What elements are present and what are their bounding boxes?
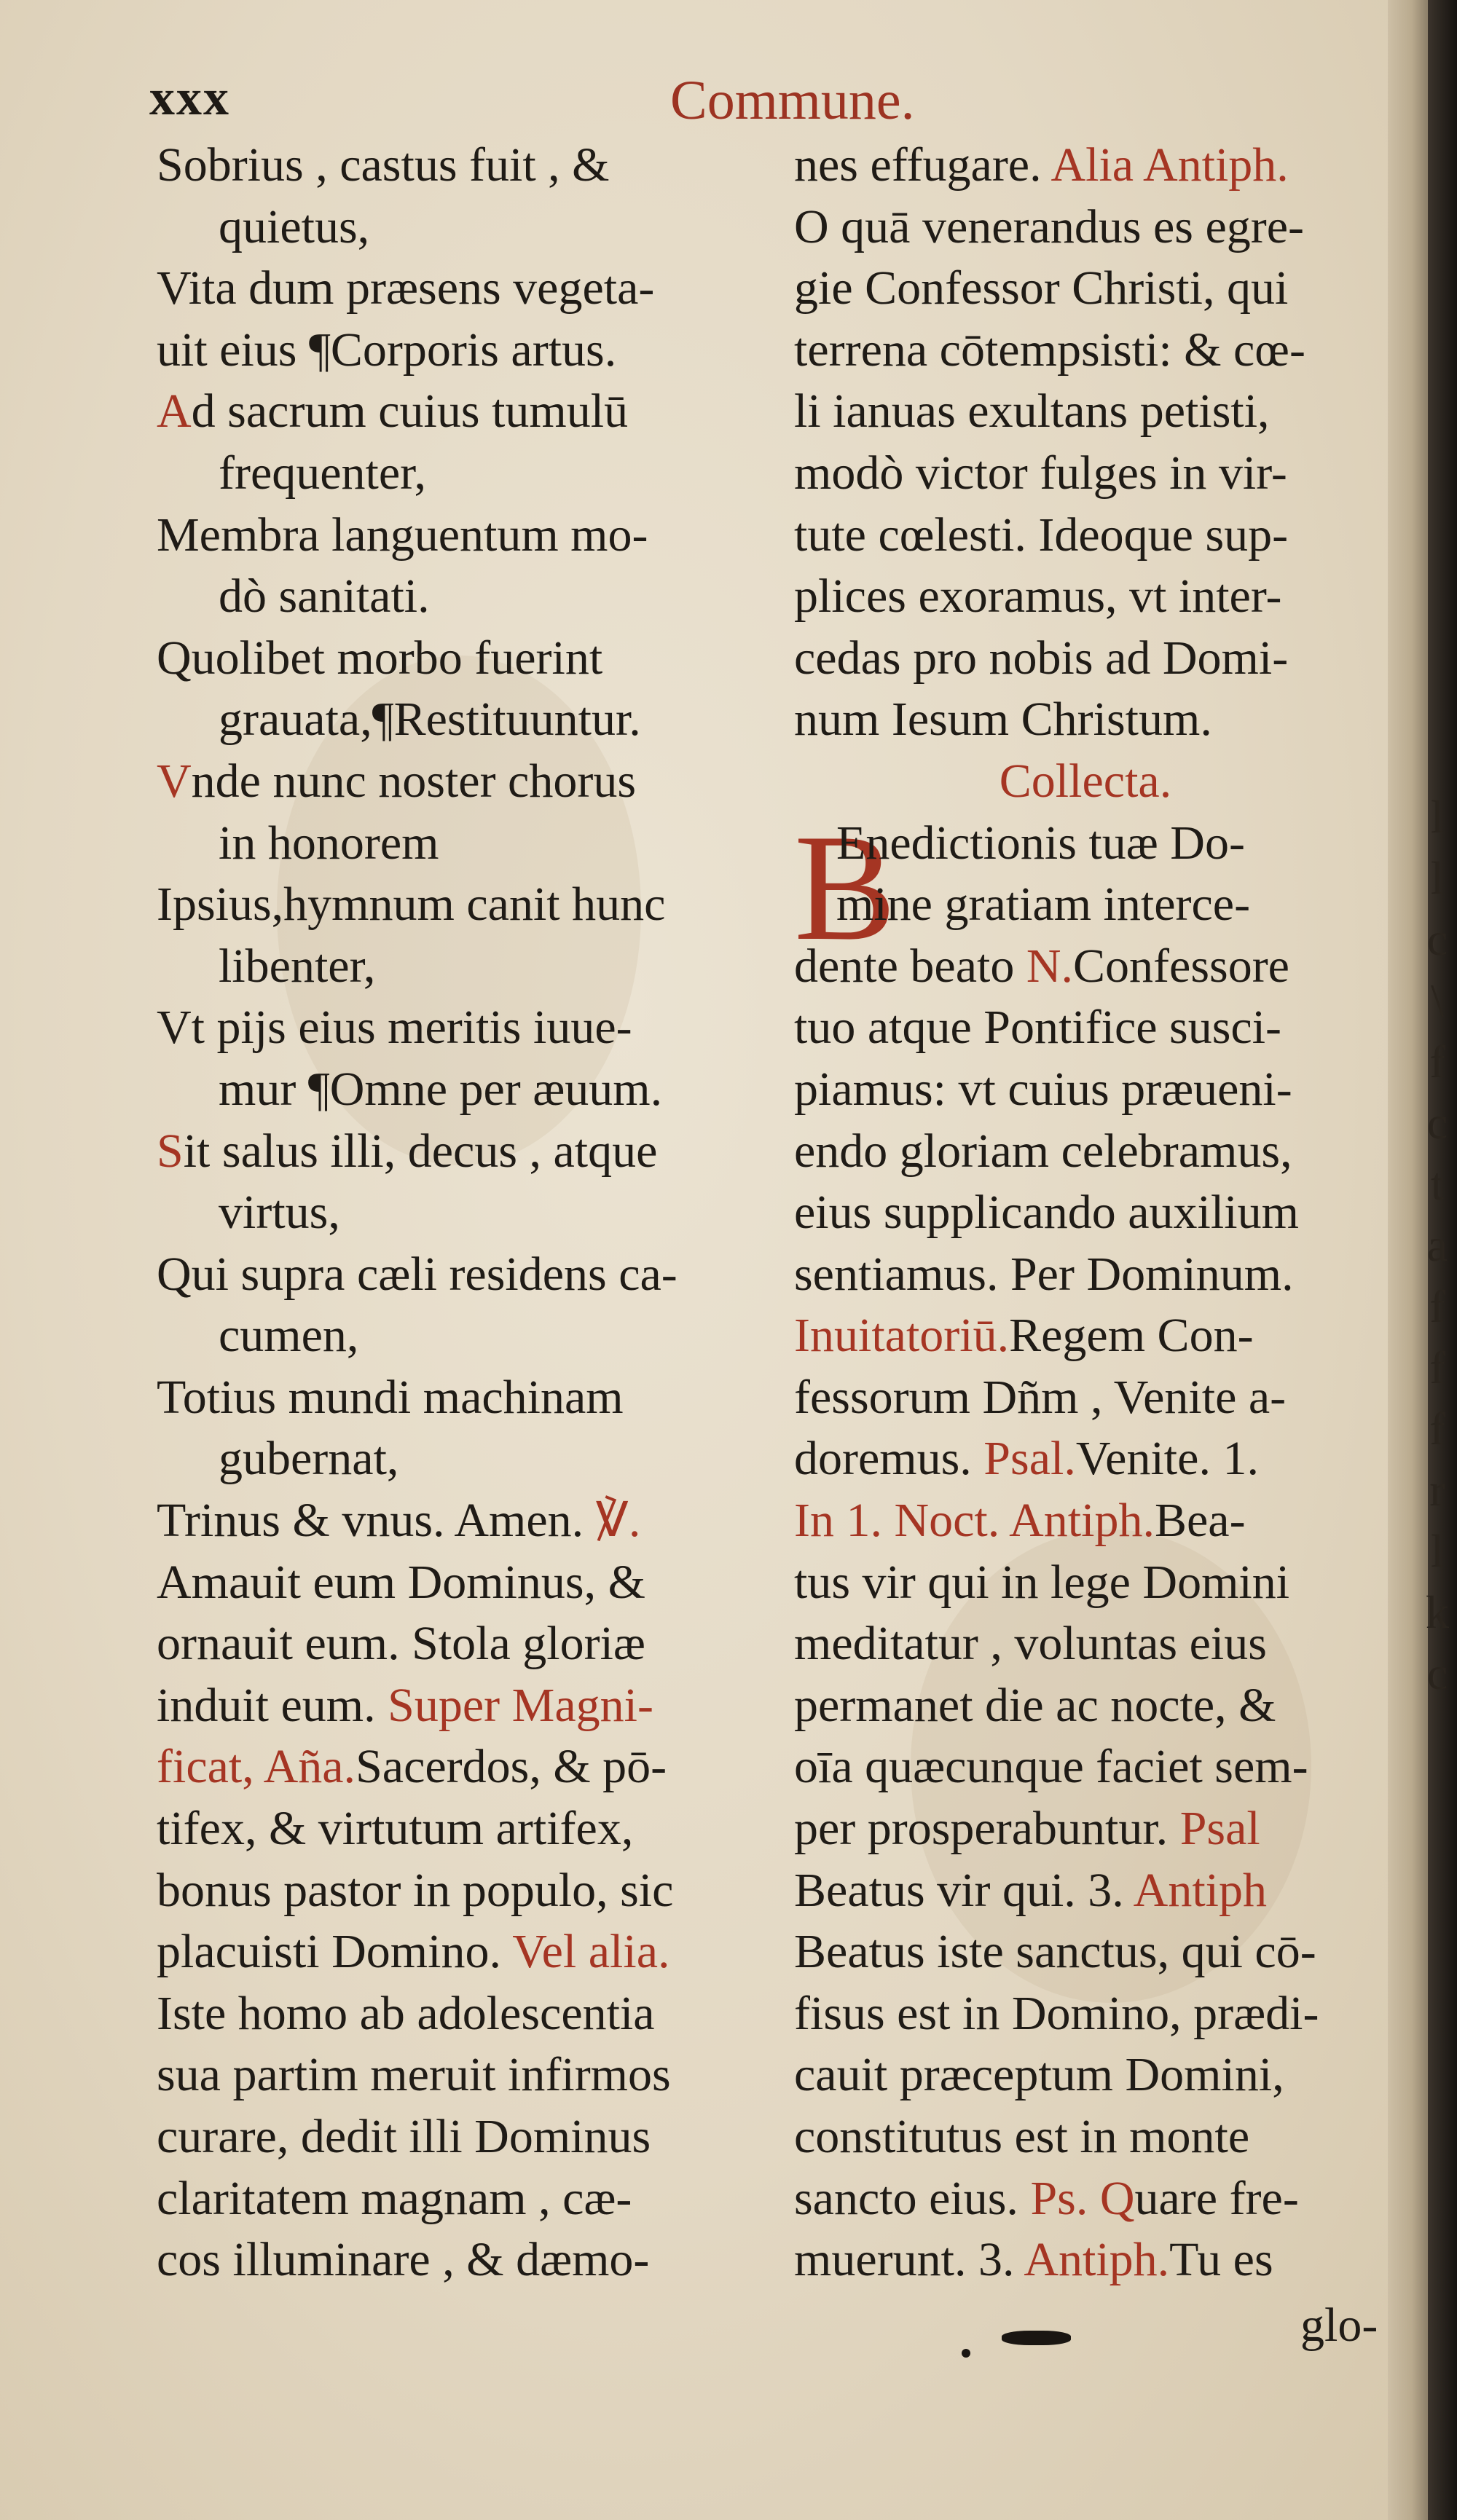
line-text: Regem Con- (1009, 1309, 1254, 1363)
text-line (157, 1428, 783, 1490)
rubric-text: Antiph. (1024, 2233, 1170, 2287)
line-text: grauata,¶Restituuntur. (219, 693, 641, 747)
line-text: per prosperabuntur. (794, 1802, 1180, 1856)
line-text: permanet die ac nocte, & (794, 1678, 1276, 1732)
edge-letter: c (1426, 913, 1448, 965)
line-text: uit eius ¶Corporis artus. (157, 323, 617, 377)
line-text: Confessore (1073, 939, 1289, 993)
line-text: placuisti Domino. (157, 1925, 513, 1979)
line-text: bonus pastor in populo, sic (157, 1863, 674, 1917)
left-text-column (157, 135, 783, 2291)
text-line (157, 1921, 783, 1983)
text-line (794, 135, 1377, 197)
line-text: doremus. (794, 1432, 984, 1486)
line-text: in honorem (219, 816, 439, 870)
line-text: Quolibet morbo fuerint (157, 631, 603, 685)
text-line (794, 2168, 1377, 2230)
edge-letter: l (1431, 852, 1444, 904)
text-line (794, 1798, 1377, 1860)
text-line (157, 197, 783, 259)
edge-letter: f (1429, 1342, 1445, 1393)
rubric-text: Antiph (1133, 1863, 1267, 1917)
text-line (157, 628, 783, 690)
text-line (157, 1182, 783, 1244)
rubric-text: Super Magni- (388, 1678, 653, 1732)
line-text: cedas pro nobis ad Domi- (794, 631, 1289, 685)
text-line (794, 443, 1377, 505)
text-line (794, 197, 1377, 259)
line-text: sancto eius. (794, 2171, 1031, 2225)
line-text: muerunt. 3. (794, 2233, 1024, 2287)
line-text: d sacrum cuius tumulū (191, 385, 629, 438)
text-line (794, 997, 1377, 1059)
line-text: num Iesum Christum. (794, 693, 1212, 747)
rubric-text: Vel alia. (512, 1925, 670, 1979)
line-text: curare, dedit illi Dominus (157, 2110, 651, 2163)
line-text: Bea- (1154, 1494, 1246, 1548)
text-line (794, 813, 1377, 875)
text-line (794, 1244, 1377, 1306)
line-text: eius supplicando auxilium (794, 1186, 1299, 1240)
edge-letter: l (1431, 1525, 1444, 1577)
text-line (794, 1736, 1377, 1798)
text-line (157, 1613, 783, 1675)
line-text: dò sanitati. (219, 570, 430, 623)
line-text: uare fre- (1134, 2171, 1299, 2225)
line-text: cauit præceptum Domini, (794, 2048, 1284, 2102)
edge-letter: l (1431, 791, 1444, 843)
page-header (0, 69, 1388, 135)
line-text: oīa quæcunque faciet sem- (794, 1740, 1308, 1794)
text-line (157, 1860, 783, 1922)
text-line (794, 936, 1377, 998)
rubric-text: ℣. (595, 1494, 641, 1548)
text-line (794, 1490, 1377, 1552)
text-line (794, 1121, 1377, 1183)
text-line (794, 1182, 1377, 1244)
rubric-text: Alia Antiph. (1050, 138, 1289, 192)
line-text: Beatus iste sanctus, qui cō- (794, 1925, 1316, 1979)
line-text: cos illuminare , & dæmo- (157, 2233, 650, 2287)
rubric-text: Psal (1179, 1802, 1260, 1856)
line-text: quietus, (219, 200, 370, 253)
text-line (794, 1921, 1377, 1983)
text-line (157, 2044, 783, 2106)
text-line (794, 1675, 1377, 1737)
text-line (794, 566, 1377, 628)
line-text: Membra languentum mo- (157, 508, 648, 562)
text-line (157, 2229, 783, 2291)
text-line (157, 813, 783, 875)
edge-letter: \ (1431, 974, 1444, 1026)
rubric-text: Ps. Q (1030, 2171, 1135, 2225)
line-text: Vita dum præsens vegeta- (157, 261, 655, 315)
line-text: induit eum. (157, 1678, 388, 1732)
rubric-text: Psal. (983, 1432, 1076, 1486)
text-line (157, 1736, 783, 1798)
line-text: Beatus vir qui. 3. (794, 1863, 1134, 1917)
text-line (157, 997, 783, 1059)
line-text: O quā venerandus es egre- (794, 200, 1305, 253)
line-text: nde nunc noster chorus (191, 754, 637, 808)
line-text: Sobrius , castus fuit , & (157, 138, 610, 192)
right-text-column (794, 135, 1377, 2291)
line-text: sentiamus. Per Dominum. (794, 1247, 1294, 1301)
text-line (794, 1305, 1377, 1367)
text-line (157, 566, 783, 628)
ink-blot (1002, 2331, 1071, 2345)
rubric-text: In 1. Noct. Antiph. (794, 1494, 1155, 1548)
line-text: li ianuas exultans petisti, (794, 385, 1270, 438)
text-line (794, 1860, 1377, 1922)
text-line (157, 1490, 783, 1552)
edge-letter: c (1426, 1647, 1448, 1699)
line-text: Iste homo ab adolescentia (157, 1986, 655, 2040)
line-text: terrena cōtempsisti: & cœ- (794, 323, 1305, 377)
text-line (794, 1983, 1377, 2045)
line-text: Amauit eum Dominus, & (157, 1555, 645, 1609)
edge-letter: f (1429, 1036, 1445, 1087)
text-line (794, 320, 1377, 382)
line-text: Vt pijs eius meritis iuue- (157, 1001, 632, 1055)
decorated-initial: B (794, 803, 897, 972)
text-line (157, 1305, 783, 1367)
text-line (157, 1059, 783, 1121)
line-text: endo gloriam celebramus, (794, 1124, 1292, 1178)
text-line (794, 1367, 1377, 1429)
line-text: Qui supra cæli residens ca- (157, 1247, 678, 1301)
line-text: Sacerdos, & pō- (356, 1740, 667, 1794)
text-line (157, 1675, 783, 1737)
text-line (794, 1613, 1377, 1675)
line-text: meditatur , voluntas eius (794, 1617, 1267, 1671)
text-line (157, 689, 783, 751)
line-text: gubernat, (219, 1432, 399, 1486)
line-text: gie Confessor Christi, qui (794, 261, 1289, 315)
text-line (157, 1121, 783, 1183)
edge-letter: r (1429, 1464, 1445, 1516)
text-line (157, 505, 783, 567)
ink-dot (962, 2349, 970, 2358)
line-text: dente beato (794, 939, 1026, 993)
line-text: virtus, (219, 1186, 340, 1240)
text-line (794, 505, 1377, 567)
text-line (794, 751, 1377, 813)
line-text: Enedictionis tuæ Do- (836, 816, 1245, 870)
line-text: ornauit eum. Stola gloriæ (157, 1617, 645, 1671)
text-line (157, 936, 783, 998)
edge-letter: c (1426, 1097, 1448, 1149)
line-text: it salus illi, decus , atque (183, 1124, 658, 1178)
folio-number: xxx (149, 70, 230, 126)
rubric-text: V (157, 754, 192, 808)
text-line (794, 2044, 1377, 2106)
text-line (157, 874, 783, 936)
text-line (794, 2229, 1377, 2291)
text-line (794, 258, 1377, 320)
line-text: mine gratiam interce- (836, 878, 1251, 932)
edge-letter: k (1426, 1586, 1449, 1638)
text-line (157, 1983, 783, 2045)
running-title: Commune. (670, 70, 915, 131)
line-text: mur ¶Omne per æuum. (219, 1062, 663, 1116)
text-line (157, 320, 783, 382)
text-line (157, 258, 783, 320)
line-text: claritatem magnam , cæ- (157, 2171, 632, 2225)
line-text: frequenter, (219, 446, 427, 500)
text-line (157, 751, 783, 813)
text-line (794, 628, 1377, 690)
rubric-text: Collecta. (999, 754, 1172, 808)
text-line (157, 1367, 783, 1429)
line-text: Ipsius,hymnum canit hunc (157, 878, 666, 932)
line-text: Venite. 1. (1075, 1432, 1259, 1486)
edge-letter: f (1429, 1280, 1445, 1332)
line-text: constitutus est in monte (794, 2110, 1250, 2163)
text-line (157, 1244, 783, 1306)
line-text: tus vir qui in lege Domini (794, 1555, 1290, 1609)
line-text: fisus est in Domino, prædi- (794, 1986, 1319, 2040)
text-line (794, 874, 1377, 936)
text-line (794, 381, 1377, 443)
line-text: modò victor fulges in vir- (794, 446, 1287, 500)
line-text: nes effugare. (794, 138, 1051, 192)
line-text: tifex, & virtutum artifex, (157, 1802, 634, 1856)
text-line (157, 443, 783, 505)
text-line (794, 1428, 1377, 1490)
line-text: tuo atque Pontifice susci- (794, 1001, 1282, 1055)
edge-letter: a (1426, 1219, 1448, 1271)
line-text: Tu es (1169, 2233, 1273, 2287)
line-text: libenter, (219, 939, 376, 993)
text-line (794, 1552, 1377, 1614)
text-line (794, 689, 1377, 751)
rubric-text: Inuitatoriū. (794, 1309, 1010, 1363)
line-text: Trinus & vnus. Amen. (157, 1494, 596, 1548)
line-text: sua partim meruit infirmos (157, 2048, 671, 2102)
line-text: fessorum Dñm , Venite a- (794, 1370, 1287, 1424)
adjacent-page-letters (1419, 787, 1456, 1704)
text-line (157, 135, 783, 197)
edge-letter: f (1429, 1403, 1445, 1454)
rubric-text: S (157, 1124, 184, 1178)
text-line (157, 2106, 783, 2168)
text-line (157, 1798, 783, 1860)
catchword: glo- (1300, 2299, 1378, 2352)
line-text: cumen, (219, 1309, 359, 1363)
rubric-text: N. (1026, 939, 1074, 993)
edge-letter: t (1431, 1158, 1444, 1210)
line-text: Totius mundi machinam (157, 1370, 624, 1424)
text-line (157, 381, 783, 443)
line-text: piamus: vt cuius præueni- (794, 1062, 1292, 1116)
text-line (157, 1552, 783, 1614)
text-line (157, 2168, 783, 2230)
text-line (794, 2106, 1377, 2168)
line-text: tute cœlesti. Ideoque sup- (794, 508, 1289, 562)
text-line (794, 1059, 1377, 1121)
line-text: plices exoramus, vt inter- (794, 570, 1282, 623)
rubric-text: A (157, 385, 192, 438)
rubric-text: ficat, Aña. (157, 1740, 356, 1794)
